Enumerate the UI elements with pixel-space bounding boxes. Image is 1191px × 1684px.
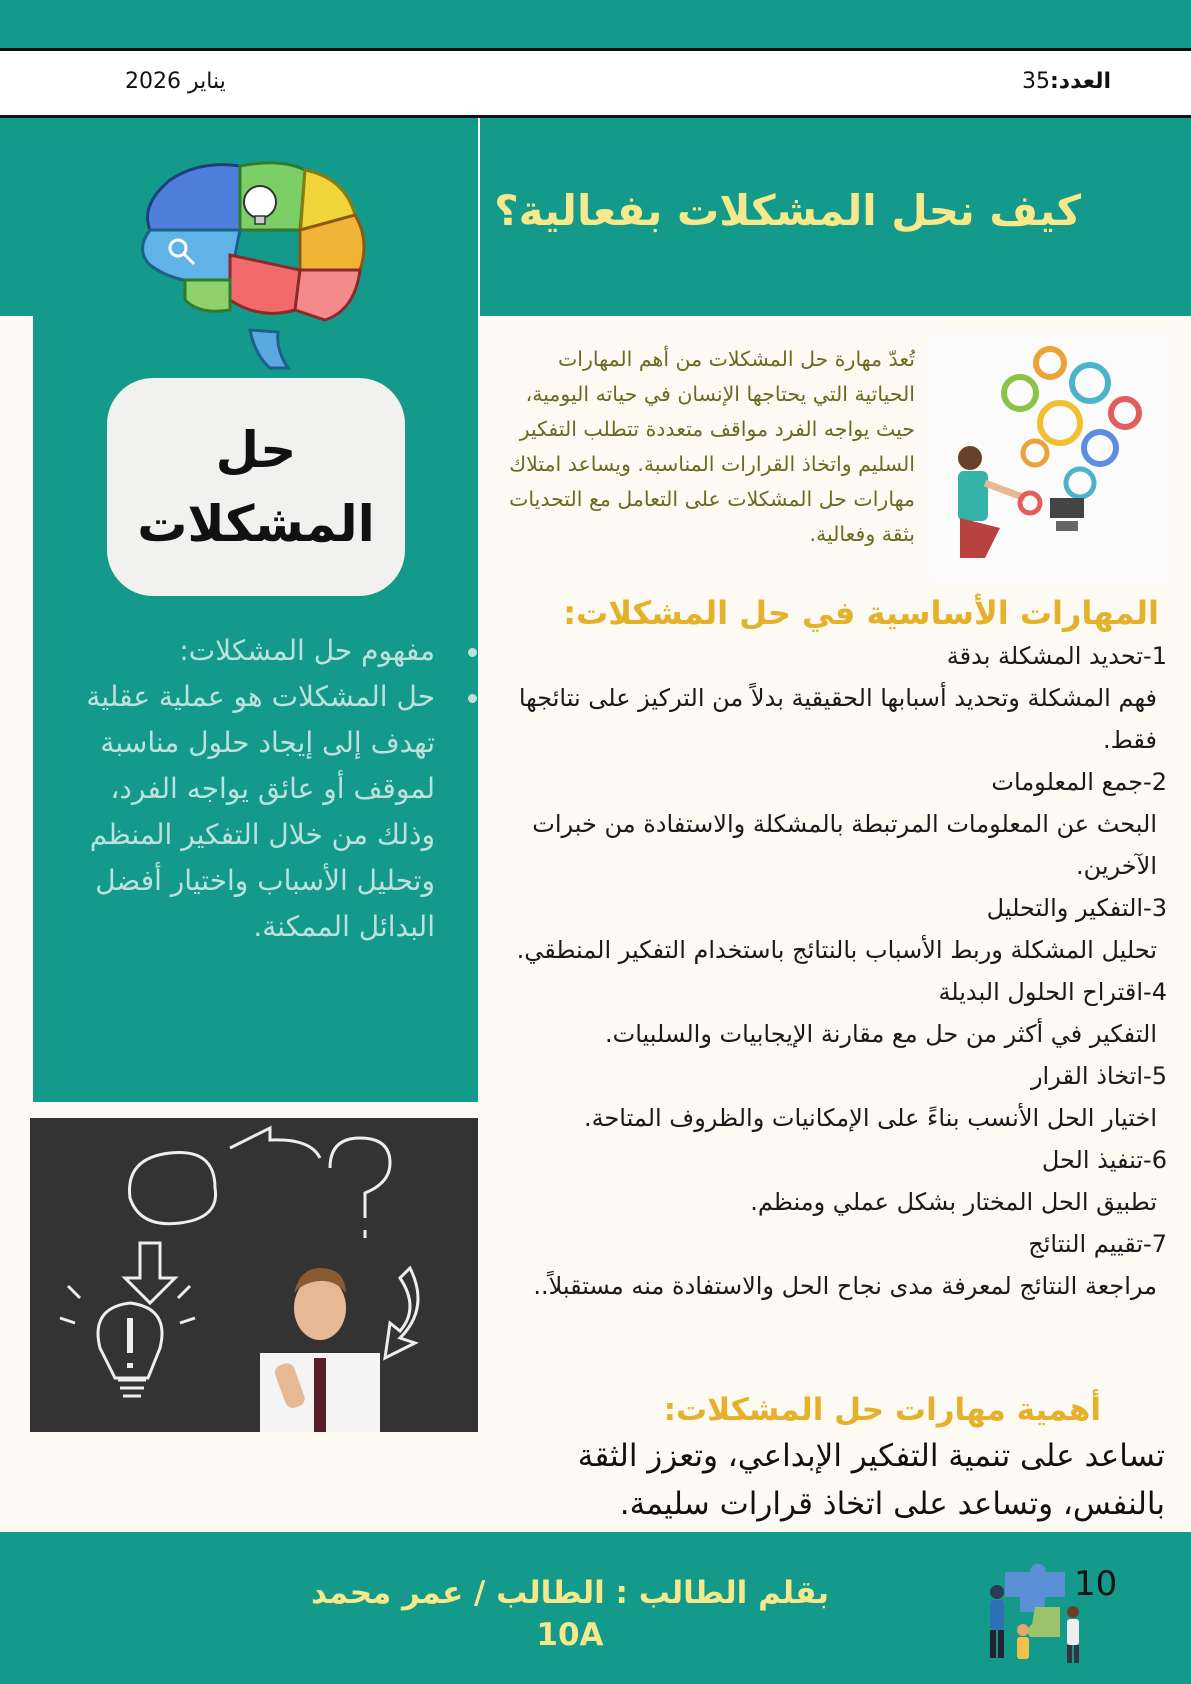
issue-number: العدد:35 [1021, 69, 1111, 94]
skill-description: فهم المشكلة وتحديد أسبابها الحقيقية بدلاً من التركيز على نتائجها فقط. [518, 684, 1157, 754]
footer [0, 1532, 1191, 1684]
author-name: بقلم الطالب : الطالب / عمر محمد [311, 1575, 829, 1611]
skill-step: 3-التفكير والتحليل [986, 894, 1167, 922]
skill-step: 4-اقتراح الحلول البديلة [938, 978, 1167, 1006]
skill-step: 2-جمع المعلومات [991, 768, 1167, 796]
issue-date: يناير 2026 [125, 69, 226, 94]
importance-heading: أهمية مهارات حل المشكلات: [663, 1392, 1101, 1428]
topic-label-box: حل المشكلات [107, 378, 405, 596]
intro-paragraph: تُعدّ مهارة حل المشكلات من أهم المهارات الحياتية التي يحتاجها الإنسان في حياته اليومية، حيث يواجه الفرد مواقف متعددة تتطلب التفكير السليم واتخاذ القرارات المناسبة. ويساعد امتلاك مهارات حل المشكلات على التعامل مع التحديات بثقة وفعالية. [509, 347, 915, 546]
skill-description: اختيار الحل الأنسب بناءً على الإمكانيات والظروف المتاحة. [583, 1104, 1157, 1132]
bullet-item: حل المشكلات هو عملية عقلية تهدف إلى إيجاد حلول مناسبة لموقف أو عائق يواجه الفرد، وذلك من خلال التفكير المنظم وتحليل الأسباب واختيار أفضل البدائل الممكنة. [55, 674, 455, 950]
skills-heading: المهارات الأساسية في حل المشكلات: [563, 594, 1159, 632]
divider [478, 118, 480, 1102]
importance-text: تساعد على تنمية التفكير الإبداعي، وتعزز الثقة بالنفس، وتساعد على اتخاذ قرارات سليمة. [577, 1438, 1165, 1522]
page-title: كيف نحل المشكلات بفعالية؟ [494, 186, 1081, 235]
skills-list [485, 635, 1167, 1307]
author-credit [310, 1572, 830, 1656]
bullet-item: مفهوم حل المشكلات: [55, 628, 455, 674]
skill-description: تحليل المشكلة وربط الأسباب بالنتائج باستخدام التفكير المنطقي. [516, 936, 1157, 964]
skill-description: مراجعة النتائج لمعرفة مدى نجاح الحل والاستفادة منه مستقبلاً.. [533, 1272, 1157, 1300]
skill-description: البحث عن المعلومات المرتبطة بالمشكلة والاستفادة من خبرات الآخرين. [532, 810, 1157, 880]
skill-step: 1-تحديد المشكلة بدقة [946, 642, 1167, 670]
top-band [0, 0, 1191, 48]
skill-description: تطبيق الحل المختار بشكل عملي ومنظم. [750, 1188, 1157, 1216]
author-class: 10A [536, 1617, 604, 1653]
concept-bullets [55, 628, 455, 950]
chalkboard-thinking-photo [30, 1118, 478, 1432]
page-number: 10 [1074, 1564, 1118, 1604]
brain-illustration [130, 160, 385, 370]
skill-description: التفكير في أكثر من حل مع مقارنة الإيجابيات والسلبيات. [604, 1020, 1157, 1048]
skill-step: 6-تنفيذ الحل [1041, 1146, 1167, 1174]
header-strip [0, 48, 1191, 118]
skill-step: 5-اتخاذ القرار [1030, 1062, 1167, 1090]
gears-lightbulb-illustration [930, 333, 1170, 583]
skill-step: 7-تقييم النتائج [1028, 1230, 1167, 1258]
